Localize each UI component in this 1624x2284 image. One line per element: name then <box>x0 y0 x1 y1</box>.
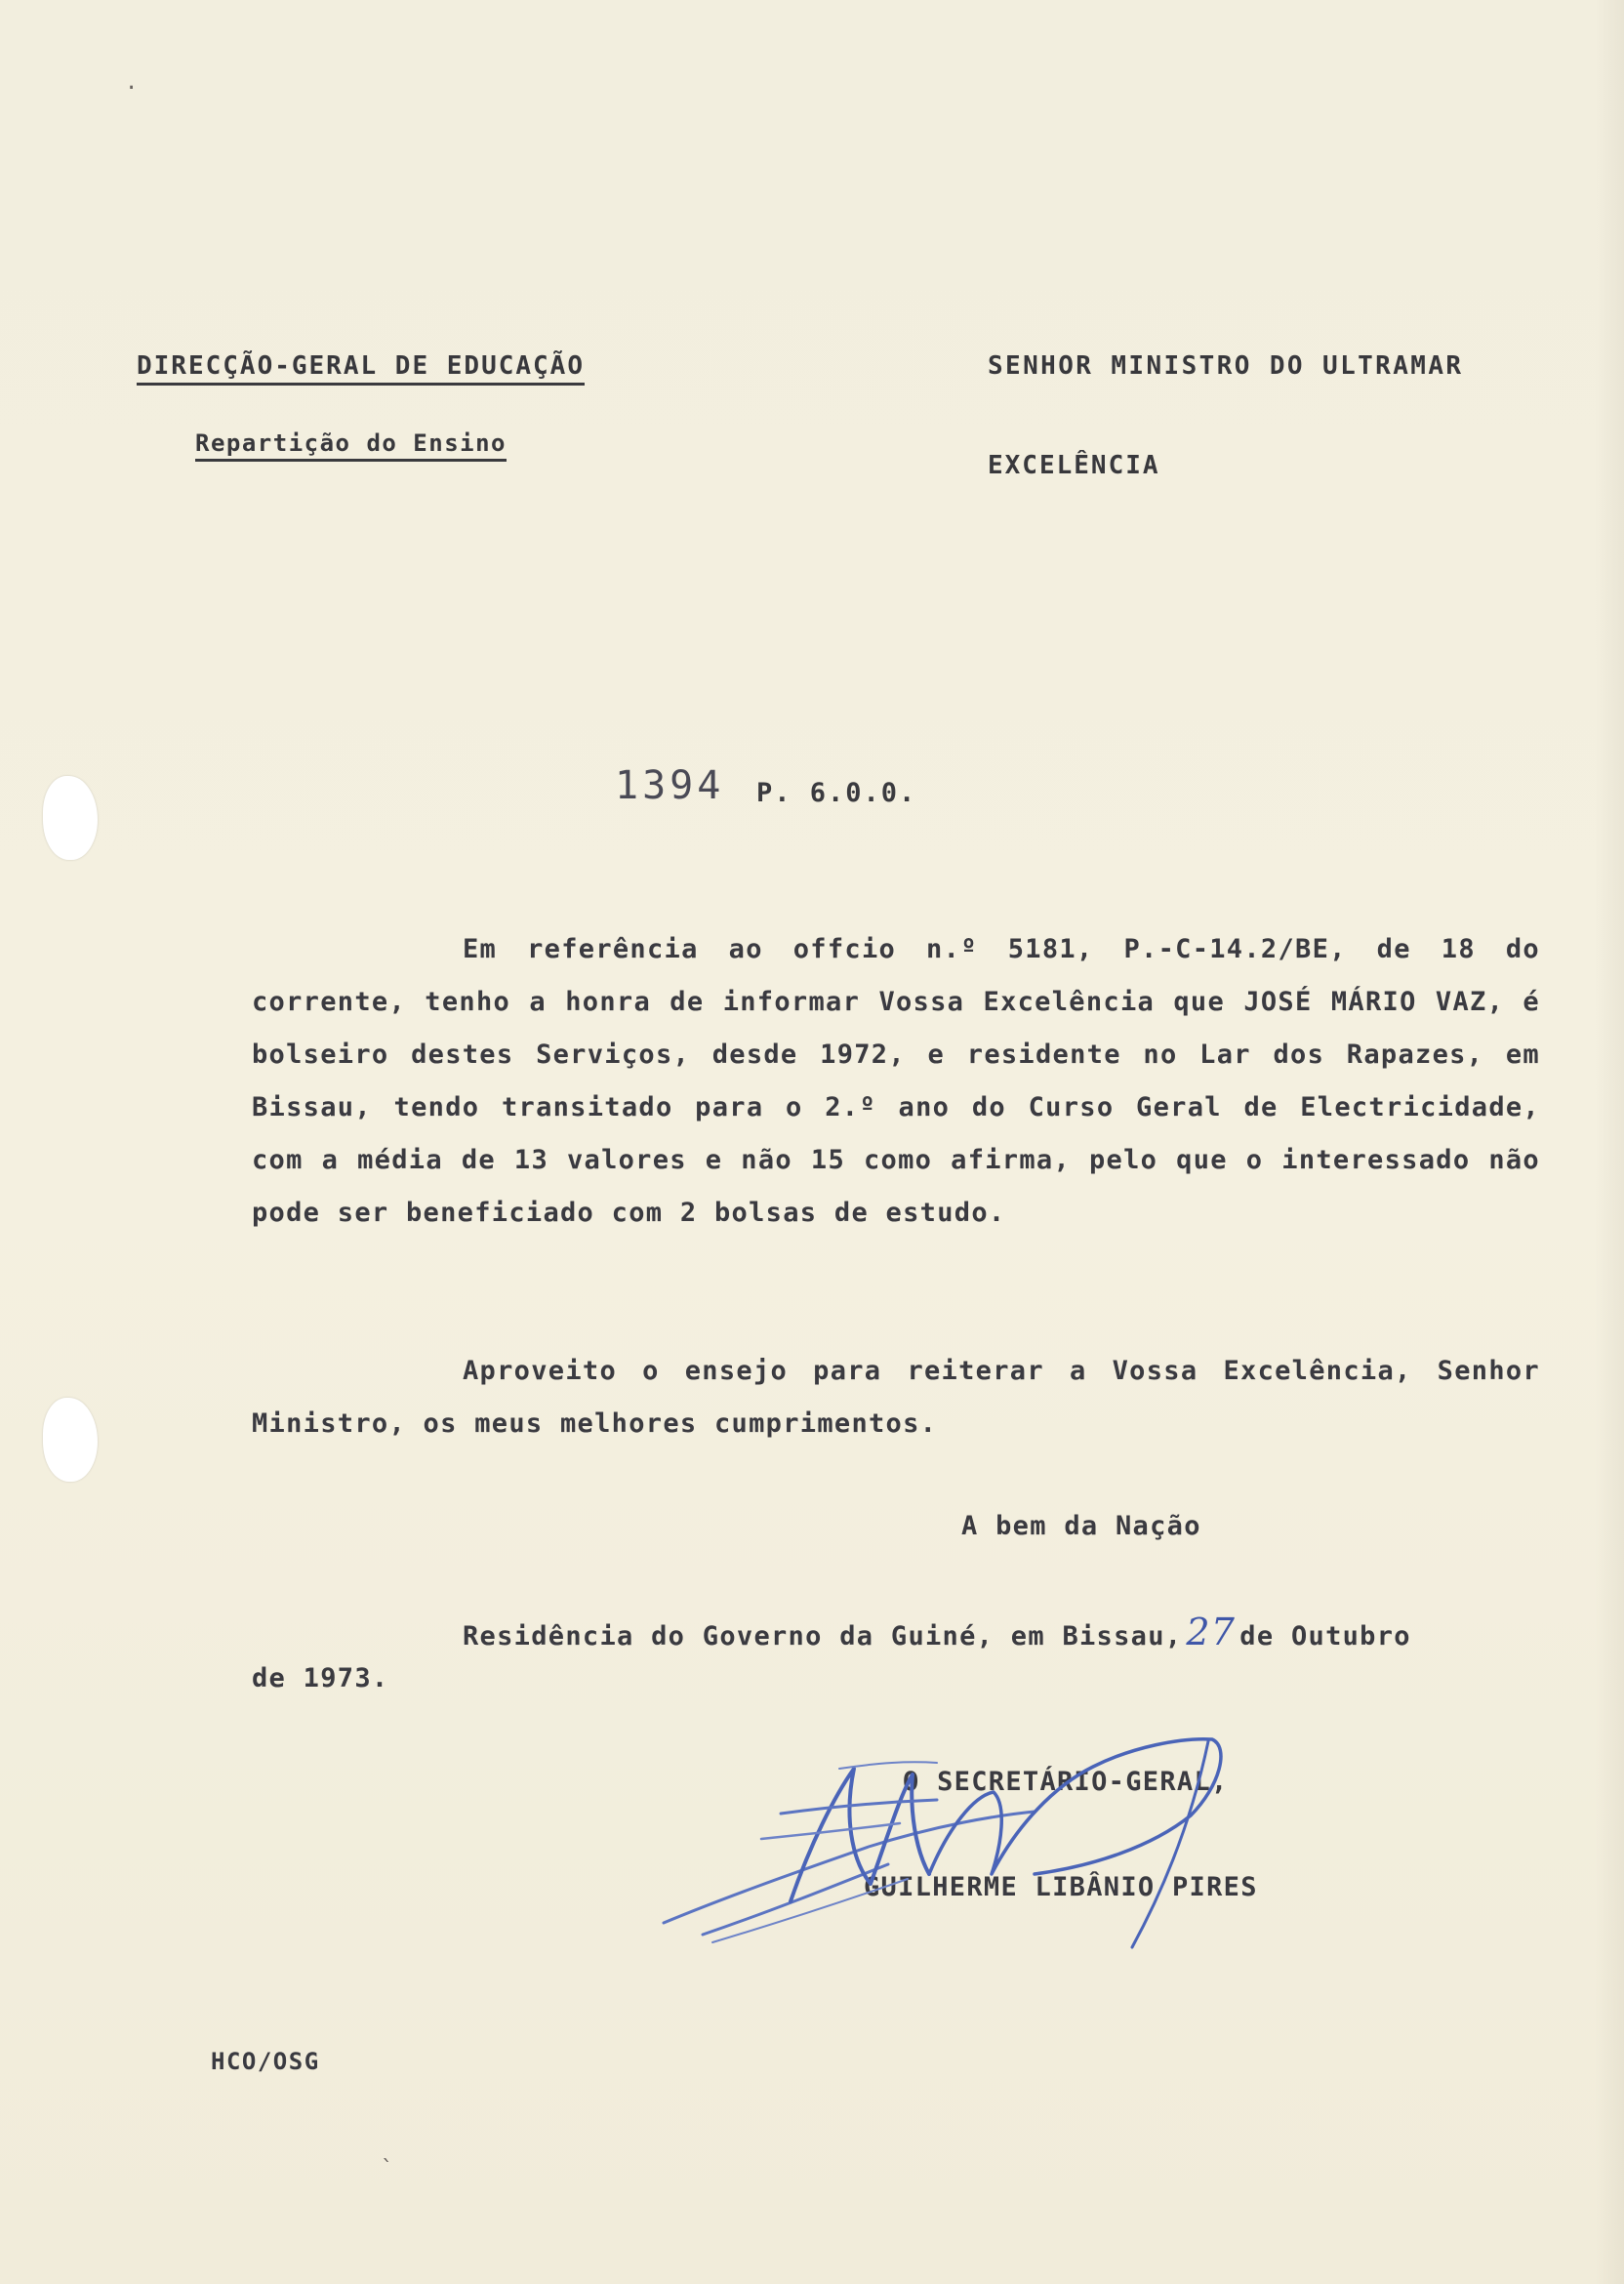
signatory-name: GUILHERME LIBÂNIO PIRES <box>864 1872 1258 1902</box>
body-paragraph-2: Aproveito o ensejo para reiterar a Vossa Excelência, Senhor Ministro, os meus melhores cumprimentos. <box>252 1356 1540 1439</box>
process-code: P. 6.0.0. <box>756 778 917 808</box>
handwritten-signature <box>644 1679 1366 1972</box>
reference-initials: HCO/OSG <box>211 2048 320 2075</box>
department-header <box>137 351 585 381</box>
paper-speck: · <box>125 76 139 101</box>
section-header <box>195 429 507 457</box>
punch-hole-lower <box>43 1398 98 1482</box>
paper-speck: ` <box>381 2157 394 2182</box>
year-line: de 1973. <box>252 1663 389 1693</box>
place-text: Residência do Governo da Guiné, em Bissau, <box>463 1621 1183 1652</box>
recipient-line: SENHOR MINISTRO DO ULTRAMAR <box>988 351 1464 381</box>
paper-edge-shadow <box>1595 0 1624 2284</box>
section-name: Repartição do Ensino <box>195 429 507 462</box>
signatory-title: O SECRETÁRIO-GERAL, <box>903 1767 1229 1797</box>
month-text: de Outubro <box>1239 1621 1411 1652</box>
punch-hole-upper <box>43 776 98 860</box>
department-name: DIRECÇÃO-GERAL DE EDUCAÇÃO <box>137 351 585 386</box>
closing-motto: A bem da Nação <box>961 1511 1201 1541</box>
salutation-line: EXCELÊNCIA <box>988 451 1160 480</box>
body-paragraph-1: Em referência ao offcio n.º 5181, P.-C-14.2/BE, de 18 do corrente, tenho a honra de informar Vossa Excelência que JOSÉ MÁRIO VAZ, é bolseiro destes Serviços, desde 1972, e residente no Lar dos Rapazes, em Bissau, tendo transitado para o 2.º ano do Curso Geral de Electricidade, com a média de 13 valores e não 15 como afirma, pelo que o interessado não pode ser beneficiado com 2 bolsas de estudo. <box>252 934 1540 1228</box>
place-date-line <box>463 1611 1411 1653</box>
handwritten-day: 27 <box>1186 1611 1237 1653</box>
registration-number: 1394 <box>615 763 725 808</box>
